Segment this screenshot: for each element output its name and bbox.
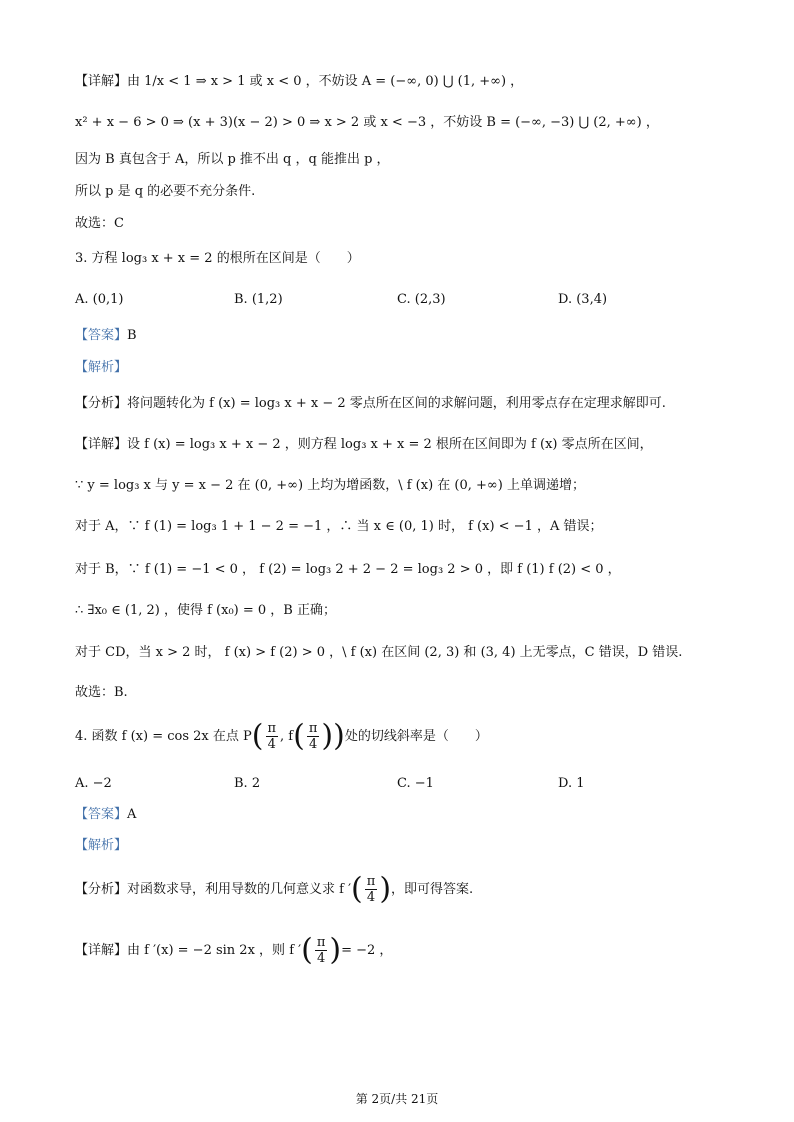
question-text: 处的切线斜率是（ ） xyxy=(344,729,488,744)
q4-option-d: D. 1 xyxy=(558,776,585,791)
fraction-denominator: 4 xyxy=(316,951,326,966)
fraction-numerator: π xyxy=(366,874,376,889)
detail-text: = −2 ， xyxy=(341,943,393,958)
fraction xyxy=(365,874,378,905)
question-text: 3. 方程 log₃ x + x = 2 的根所在区间是（ ） xyxy=(75,251,360,266)
paren-right: ) xyxy=(379,871,392,907)
tag-answer: 【答案】 xyxy=(75,328,128,343)
tag-analysis: 【解析】 xyxy=(75,360,128,375)
answer-line-3 xyxy=(75,326,137,346)
tag-detail: 【详解】 xyxy=(75,74,128,89)
analysis-line-4 xyxy=(75,872,473,908)
analysis-header-4 xyxy=(75,836,127,856)
tag-analysis: 【解析】 xyxy=(75,838,128,853)
answer-value: A xyxy=(127,807,137,822)
analysis-line-3 xyxy=(75,394,666,414)
math-text: 因为 B 真包含于 A，所以 p 推不出 q ，q 能推出 p ， xyxy=(75,152,390,167)
tag-fenxi: 【分析】 xyxy=(75,396,128,411)
analysis-text: ，即可得答案. xyxy=(391,882,474,897)
page-footer: 第 2页/共 21页 xyxy=(355,1092,439,1106)
tag-fenxi: 【分析】 xyxy=(75,882,128,897)
q4-option-a: A. −2 xyxy=(75,776,112,791)
detail-text: 对于 CD，当 x > 2 时， f (x) > f (2) > 0 ，\ f (x) 在区间 (2, 3) 和 (3, 4) 上无零点，C 错误，D 错误. xyxy=(75,645,683,660)
paren-right: )) xyxy=(321,718,345,754)
detail-line-3f xyxy=(75,643,682,663)
fraction-denominator: 4 xyxy=(366,890,376,905)
detail-text: 由 1/x < 1 ⇒ x > 1 或 x < 0 ，不妨设 A = (−∞, 0) ⋃ (1, +∞) ， xyxy=(127,74,524,89)
choice-line-3 xyxy=(75,683,128,703)
math-text: 所以 p 是 q 的必要不充分条件. xyxy=(75,184,256,199)
q3-option-c: C. (2,3) xyxy=(397,292,446,307)
paren-left: ( xyxy=(251,718,264,754)
question-3 xyxy=(75,249,360,269)
q3-option-a: A. (0,1) xyxy=(75,292,124,307)
detail-text: f ′ xyxy=(289,943,302,958)
detail-line-3a xyxy=(75,435,653,455)
q4-option-b: B. 2 xyxy=(234,776,261,791)
choice-line xyxy=(75,214,124,234)
detail-line-3e xyxy=(75,601,336,621)
math-text: x² + x − 6 > 0 ⇒ (x + 3)(x − 2) > 0 ⇒ x > 2 或 x < −3 ，不妨设 B = (−∞, −3) ⋃ (2, +∞) ， xyxy=(75,115,659,130)
fraction-numerator: π xyxy=(267,721,277,736)
detail-line-2 xyxy=(75,113,659,133)
paren-left: ( xyxy=(351,871,363,907)
question-4 xyxy=(75,719,488,755)
detail-line-3d xyxy=(75,560,621,580)
analysis-header-3 xyxy=(75,358,127,378)
answer-value: B xyxy=(127,328,137,343)
paren-left: ( xyxy=(301,932,313,968)
answer-line-4 xyxy=(75,805,136,825)
q4-option-c: C. −1 xyxy=(397,776,434,791)
fraction xyxy=(266,721,279,752)
detail-text: 对于 B，∵ f (1) = −1 < 0 ， f (2) = log₃ 2 + 2 − 2 = log₃ 2 > 0 ，即 f (1) f (2) < 0 ， xyxy=(75,562,621,577)
detail-text: ∴ ∃x₀ ∈ (1, 2) ，使得 f (x₀) = 0 ，B 正确； xyxy=(75,603,336,618)
fraction xyxy=(307,721,320,752)
detail-text: 设 f (x) = log₃ x + x − 2 ，则方程 log₃ x + x = 2 根所在区间即为 f (x) 零点所在区间， xyxy=(127,437,653,452)
detail-line-4 xyxy=(75,182,255,202)
q3-option-b: B. (1,2) xyxy=(234,292,283,307)
tag-detail: 【详解】 xyxy=(75,437,128,452)
detail-text: ∵ y = log₃ x 与 y = x − 2 在 (0, +∞) 上均为增函数，\ f (x) 在 (0, +∞) 上单调递增； xyxy=(75,478,585,493)
question-text: , f xyxy=(280,729,294,744)
choice-text: 故选：B. xyxy=(75,685,128,700)
paren-right: ) xyxy=(329,932,342,968)
fraction-numerator: π xyxy=(316,935,326,950)
detail-line-1 xyxy=(75,72,523,92)
detail-line-3 xyxy=(75,150,390,170)
detail-line-3b xyxy=(75,476,585,496)
analysis-text: 对函数求导，利用导数的几何意义求 f ′ xyxy=(127,882,352,897)
choice-text: 故选：C xyxy=(75,216,124,231)
detail-line-3c xyxy=(75,517,603,537)
fraction-denominator: 4 xyxy=(267,737,276,752)
paren-left: ( xyxy=(293,718,305,754)
detail-text: 对于 A，∵ f (1) = log₃ 1 + 1 − 2 = −1 ，∴ 当 x ∈ (0, 1) 时， f (x) < −1 ，A 错误； xyxy=(75,519,603,534)
fraction-numerator: π xyxy=(308,721,318,736)
tag-detail: 【详解】 xyxy=(75,943,128,958)
q3-option-d: D. (3,4) xyxy=(558,292,608,307)
detail-line-4 xyxy=(75,933,392,969)
tag-answer: 【答案】 xyxy=(75,807,128,822)
fraction xyxy=(315,935,328,966)
detail-text: 由 f ′(x) = −2 sin 2x ，则 xyxy=(127,943,286,958)
fraction-denominator: 4 xyxy=(308,737,318,752)
analysis-text: 将问题转化为 f (x) = log₃ x + x − 2 零点所在区间的求解问题，利用零点存在定理求解即可. xyxy=(127,396,666,411)
question-text: 4. 函数 f (x) = cos 2x 在点 P xyxy=(75,729,252,744)
